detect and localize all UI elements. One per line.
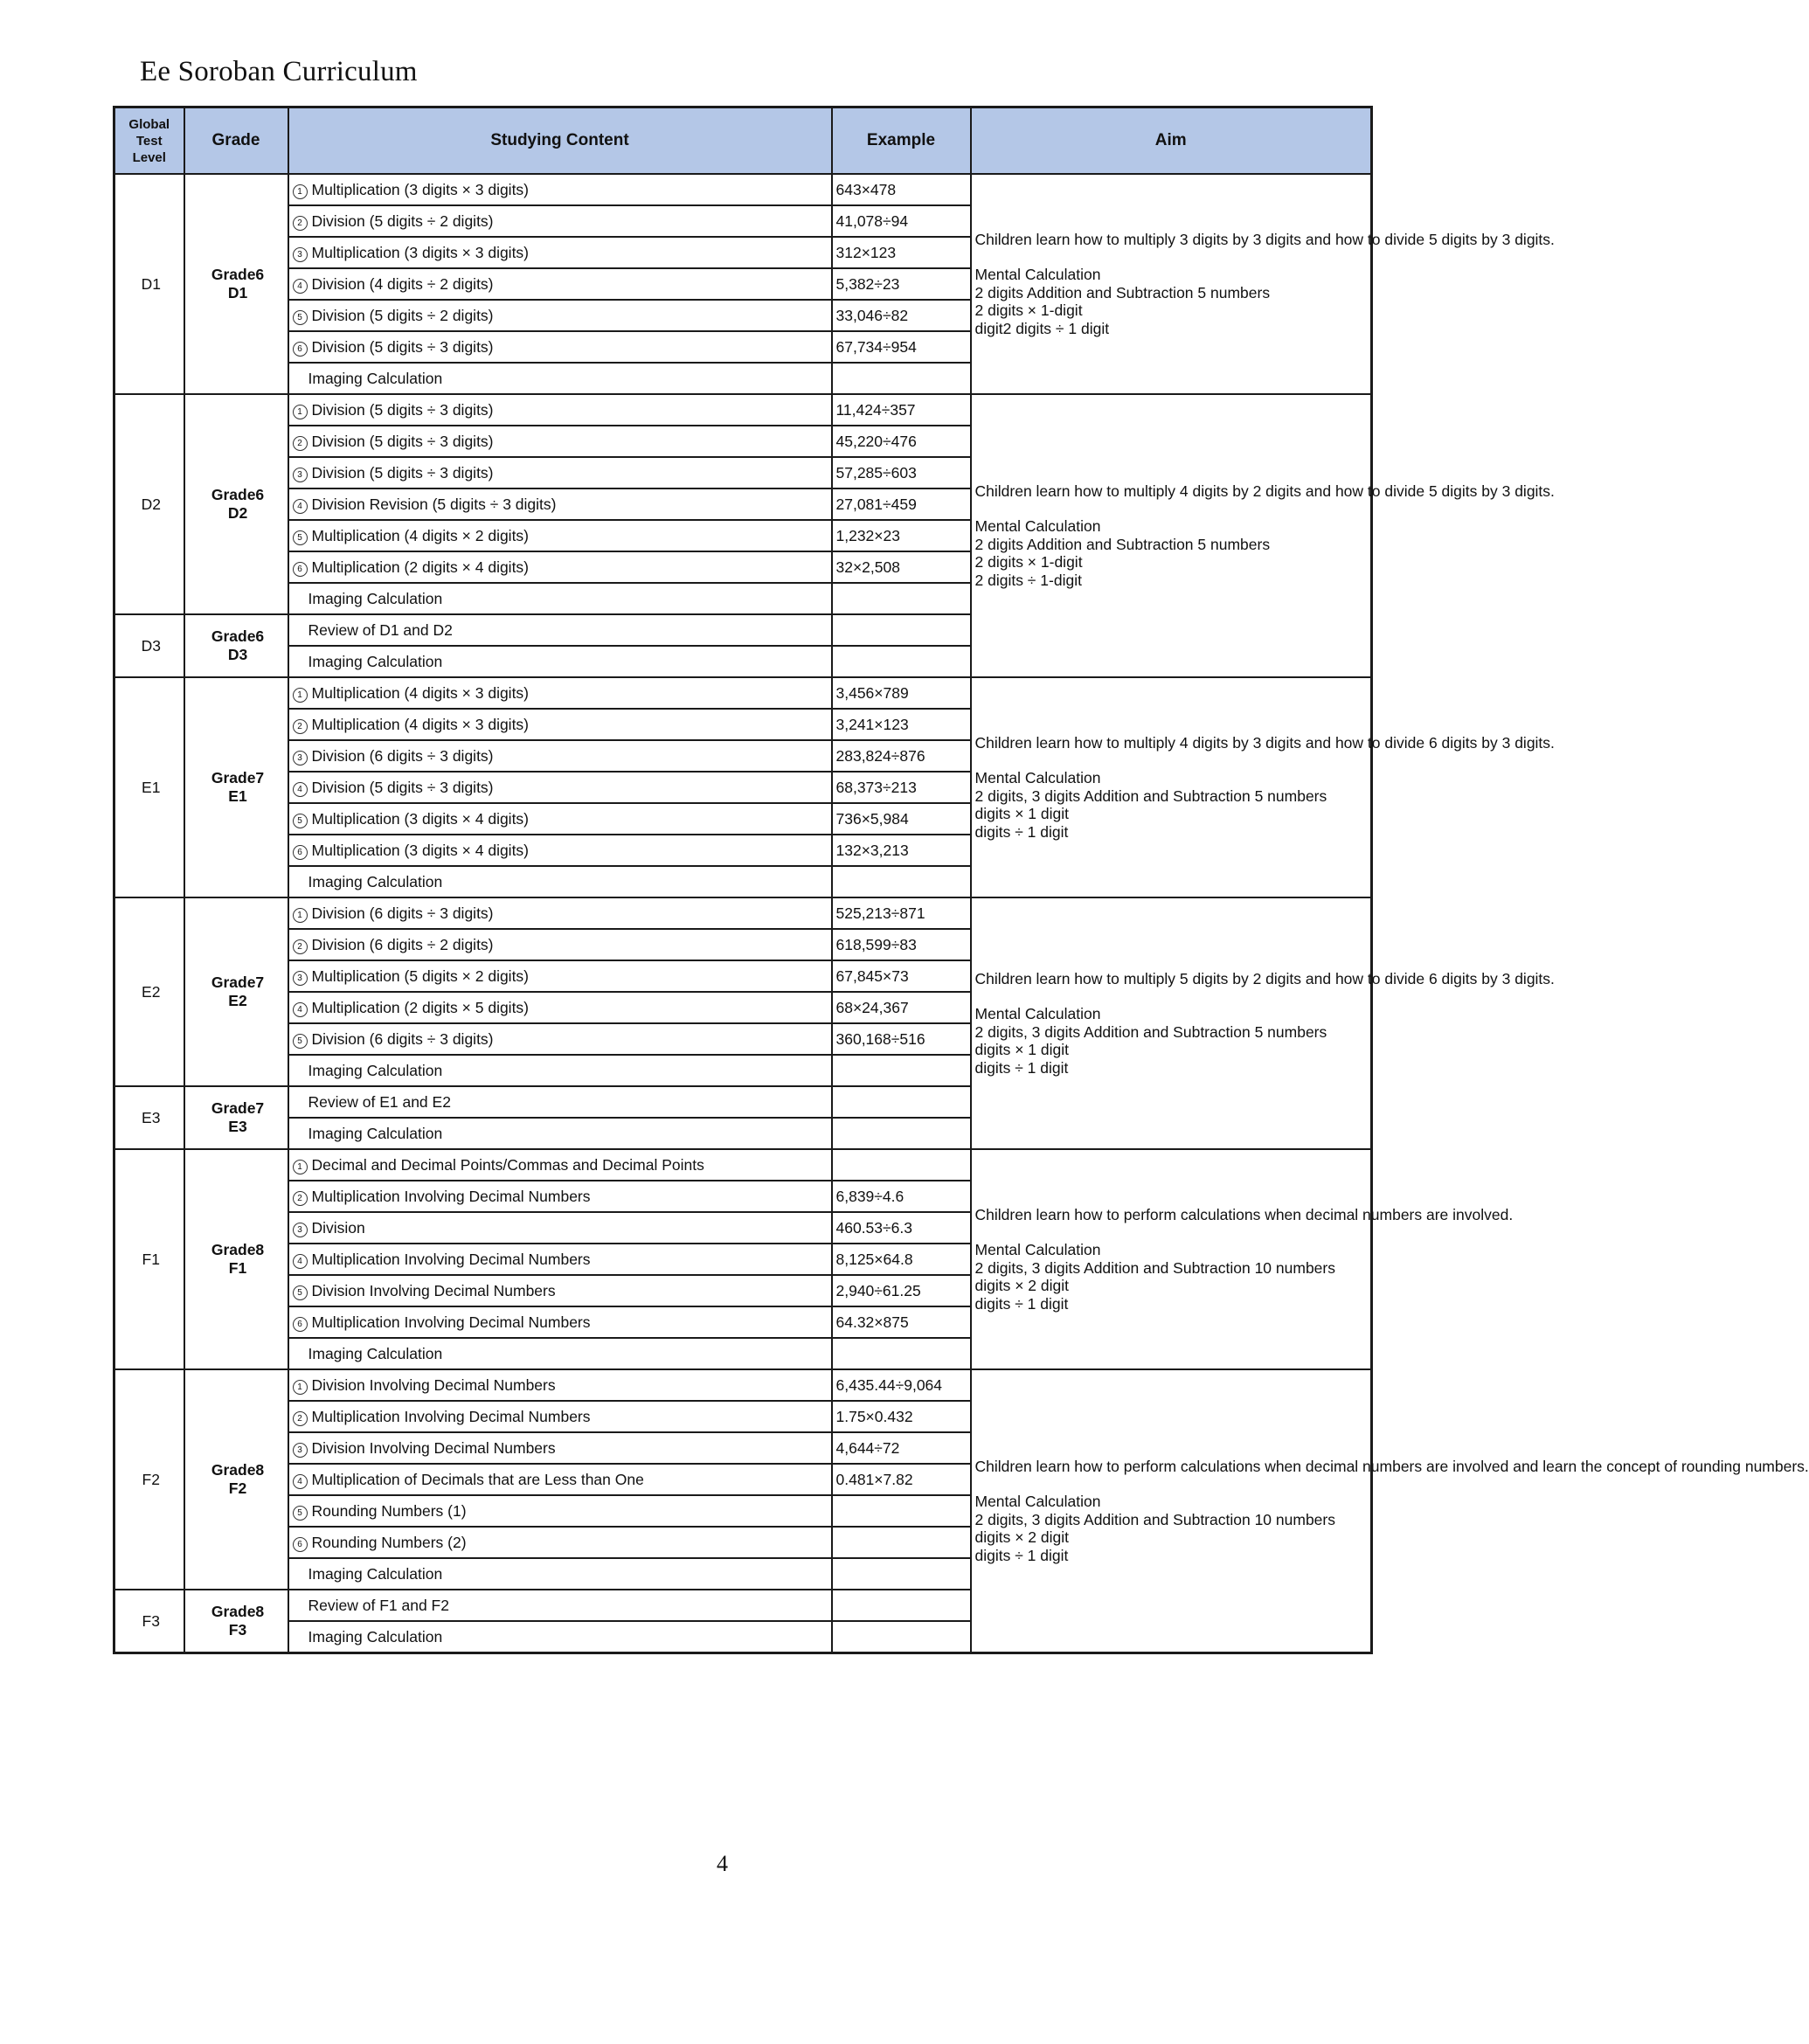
studying-content-cell [288, 551, 832, 583]
content-text: Rounding Numbers (2) [311, 1533, 467, 1551]
item-number-badge: 5 [293, 1034, 308, 1049]
aim-line: digits × 2 digit [974, 1528, 1069, 1547]
table-row [114, 394, 1372, 426]
studying-content-cell [288, 1212, 832, 1244]
header-example: Example [832, 107, 971, 175]
item-number-badge: 1 [293, 184, 308, 199]
item-number-badge: 5 [293, 310, 308, 325]
example-cell: 312×123 [832, 237, 971, 268]
studying-content-cell [288, 488, 832, 520]
curriculum-body [114, 174, 1809, 1653]
example-cell [832, 1590, 971, 1621]
aim-heading: Mental Calculation [974, 769, 1101, 787]
studying-content-cell [288, 1118, 832, 1149]
studying-content-cell [288, 1369, 832, 1401]
grade-cell [184, 614, 288, 677]
example-cell: 525,213÷871 [832, 897, 971, 929]
test-level-cell: E2 [114, 897, 184, 1086]
page-title: Ee Soroban Curriculum [140, 56, 418, 87]
item-number-badge: 2 [293, 719, 308, 734]
studying-content-cell [288, 1432, 832, 1464]
example-cell: 4,644÷72 [832, 1432, 971, 1464]
example-cell: 68×24,367 [832, 992, 971, 1023]
aim-line: digits × 1 digit [974, 805, 1069, 823]
grade-line: F3 [228, 1621, 247, 1639]
content-text: Multiplication Involving Decimal Numbers [311, 1187, 591, 1205]
content-text: Division (6 digits ÷ 2 digits) [311, 935, 494, 953]
content-text: Division Involving Decimal Numbers [311, 1281, 556, 1299]
grade-cell [184, 1590, 288, 1653]
studying-content-cell [288, 772, 832, 803]
grade-line: Grade7 [211, 973, 265, 991]
studying-content-cell [288, 1527, 832, 1558]
studying-content-cell [288, 803, 832, 835]
example-cell: 3,241×123 [832, 709, 971, 740]
grade-line: Grade6 [211, 266, 265, 283]
content-text: Multiplication Involving Decimal Numbers [311, 1250, 591, 1268]
studying-content-cell [288, 1590, 832, 1621]
grade-cell [184, 897, 288, 1086]
item-number-badge: 5 [293, 1506, 308, 1521]
test-level-cell: F3 [114, 1590, 184, 1653]
studying-content-cell [288, 1558, 832, 1590]
content-text: Multiplication (4 digits × 3 digits) [311, 683, 530, 702]
content-text: Multiplication (3 digits × 4 digits) [311, 809, 530, 828]
studying-content-cell [288, 237, 832, 268]
content-text: Multiplication (3 digits × 3 digits) [311, 243, 530, 261]
example-cell: 360,168÷516 [832, 1023, 971, 1055]
grade-line: F1 [228, 1259, 247, 1277]
content-text: Imaging Calculation [308, 589, 443, 607]
test-level-cell: E1 [114, 677, 184, 897]
studying-content-cell [288, 709, 832, 740]
content-text: Division (5 digits ÷ 2 digits) [311, 211, 494, 230]
grade-line: D3 [227, 646, 248, 663]
content-text: Imaging Calculation [308, 1627, 443, 1646]
page-number: 4 [717, 1851, 728, 1876]
item-number-badge: 4 [293, 782, 308, 797]
item-number-badge: 4 [293, 1002, 308, 1017]
content-text: Division (5 digits ÷ 3 digits) [311, 463, 494, 482]
aim-line: 2 digits, 3 digits Addition and Subtraction 5 numbers [974, 786, 1327, 805]
table-row [114, 677, 1372, 709]
aim-intro: Children learn how to multiply 4 digits by 3 digits and how to divide 6 digits by 3 digits. [974, 733, 1555, 752]
grade-line: Grade7 [211, 1099, 265, 1117]
example-cell [832, 1558, 971, 1590]
content-text: Division (5 digits ÷ 3 digits) [311, 432, 494, 450]
example-cell [832, 646, 971, 677]
grade-cell [184, 394, 288, 614]
item-number-badge: 2 [293, 1191, 308, 1206]
studying-content-cell [288, 1023, 832, 1055]
aim-cell [971, 1369, 1809, 1653]
example-cell: 57,285÷603 [832, 457, 971, 488]
aim-heading: Mental Calculation [974, 1241, 1101, 1259]
test-level-cell: F1 [114, 1149, 184, 1369]
content-text: Division (6 digits ÷ 3 digits) [311, 904, 494, 922]
item-number-badge: 3 [293, 1443, 308, 1458]
item-number-badge: 5 [293, 530, 308, 545]
aim-intro: Children learn how to multiply 4 digits by 2 digits and how to divide 5 digits by 3 digits. [974, 482, 1555, 500]
example-cell [832, 1055, 971, 1086]
studying-content-cell [288, 394, 832, 426]
studying-content-cell [288, 457, 832, 488]
example-cell: 1,232×23 [832, 520, 971, 551]
header-studying-content: Studying Content [288, 107, 832, 175]
content-text: Multiplication Involving Decimal Numbers [311, 1313, 591, 1331]
grade-cell [184, 677, 288, 897]
content-text: Division (6 digits ÷ 3 digits) [311, 746, 494, 765]
grade-line: Grade8 [211, 1603, 265, 1620]
item-number-badge: 4 [293, 279, 308, 294]
aim-cell [971, 174, 1555, 394]
aim-intro: Children learn how to perform calculations when decimal numbers are involved. [974, 1205, 1514, 1223]
content-text: Imaging Calculation [308, 1564, 443, 1583]
studying-content-cell [288, 960, 832, 992]
example-cell: 8,125×64.8 [832, 1244, 971, 1275]
example-cell [832, 1086, 971, 1118]
content-text: Imaging Calculation [308, 1061, 443, 1079]
item-number-badge: 2 [293, 216, 308, 231]
content-text: Multiplication (5 digits × 2 digits) [311, 967, 530, 985]
studying-content-cell [288, 1464, 832, 1495]
example-cell [832, 1527, 971, 1558]
test-level-cell: E3 [114, 1086, 184, 1149]
grade-line: E3 [228, 1118, 247, 1135]
aim-line: digits ÷ 1 digit [974, 1294, 1069, 1313]
item-number-badge: 5 [293, 1285, 308, 1300]
test-level-cell: D2 [114, 394, 184, 614]
studying-content-cell [288, 897, 832, 929]
grade-cell [184, 174, 288, 394]
item-number-badge: 3 [293, 971, 308, 986]
aim-line: 2 digits × 1-digit [974, 553, 1083, 572]
header-grade: Grade [184, 107, 288, 175]
aim-line: 2 digits Addition and Subtraction 5 numbers [974, 283, 1271, 301]
content-text: Division [311, 1218, 365, 1237]
studying-content-cell [288, 1244, 832, 1275]
example-cell [832, 1621, 971, 1653]
content-text: Division (5 digits ÷ 3 digits) [311, 778, 494, 796]
studying-content-cell [288, 866, 832, 897]
studying-content-cell [288, 583, 832, 614]
grade-line: Grade6 [211, 486, 265, 503]
item-number-badge: 6 [293, 1317, 308, 1332]
studying-content-cell [288, 1338, 832, 1369]
studying-content-cell [288, 646, 832, 677]
example-cell: 6,435.44÷9,064 [832, 1369, 971, 1401]
item-number-badge: 5 [293, 814, 308, 828]
content-text: Multiplication Involving Decimal Numbers [311, 1407, 591, 1425]
table-row [114, 174, 1372, 205]
aim-line: digits ÷ 1 digit [974, 1058, 1069, 1077]
header-global-test-level: Global Test Level [114, 107, 184, 175]
example-cell [832, 1149, 971, 1181]
studying-content-cell [288, 740, 832, 772]
aim-cell [971, 1149, 1514, 1369]
example-cell [832, 1495, 971, 1527]
aim-cell [971, 394, 1555, 677]
aim-intro: Children learn how to multiply 5 digits by 2 digits and how to divide 6 digits by 3 digits. [974, 969, 1555, 987]
item-number-badge: 1 [293, 688, 308, 703]
item-number-badge: 6 [293, 562, 308, 577]
aim-heading: Mental Calculation [974, 1493, 1101, 1511]
header-aim: Aim [971, 107, 1372, 175]
table-row [114, 1149, 1372, 1181]
aim-line: 2 digits, 3 digits Addition and Subtraction 10 numbers [974, 1258, 1335, 1277]
content-text: Imaging Calculation [308, 1344, 443, 1362]
example-cell: 132×3,213 [832, 835, 971, 866]
item-number-badge: 3 [293, 1223, 308, 1237]
example-cell [832, 1338, 971, 1369]
example-cell [832, 866, 971, 897]
example-cell [832, 583, 971, 614]
studying-content-cell [288, 1086, 832, 1118]
item-number-badge: 3 [293, 247, 308, 262]
aim-line: 2 digits, 3 digits Addition and Subtraction 10 numbers [974, 1510, 1335, 1528]
content-text: Multiplication (3 digits × 4 digits) [311, 841, 530, 859]
content-text: Imaging Calculation [308, 872, 443, 890]
studying-content-cell [288, 1306, 832, 1338]
grade-line: Grade7 [211, 769, 265, 786]
content-text: Review of E1 and E2 [308, 1092, 451, 1111]
content-text: Division (5 digits ÷ 2 digits) [311, 306, 494, 324]
example-cell: 0.481×7.82 [832, 1464, 971, 1495]
example-cell: 41,078÷94 [832, 205, 971, 237]
studying-content-cell [288, 205, 832, 237]
example-cell: 68,373÷213 [832, 772, 971, 803]
example-cell: 27,081÷459 [832, 488, 971, 520]
content-text: Division Revision (5 digits ÷ 3 digits) [311, 495, 557, 513]
aim-intro: Children learn how to multiply 3 digits by 3 digits and how to divide 5 digits by 3 digits. [974, 230, 1555, 248]
example-cell [832, 614, 971, 646]
curriculum-table [113, 106, 1809, 1654]
aim-heading: Mental Calculation [974, 266, 1101, 284]
content-text: Imaging Calculation [308, 1124, 443, 1142]
content-text: Division Involving Decimal Numbers [311, 1375, 556, 1394]
studying-content-cell [288, 300, 832, 331]
aim-line: 2 digits ÷ 1-digit [974, 571, 1082, 589]
aim-heading: Mental Calculation [974, 1005, 1101, 1023]
example-cell: 11,424÷357 [832, 394, 971, 426]
studying-content-cell [288, 331, 832, 363]
example-cell: 64.32×875 [832, 1306, 971, 1338]
example-cell: 32×2,508 [832, 551, 971, 583]
example-cell: 736×5,984 [832, 803, 971, 835]
table-header-row [114, 107, 1372, 175]
content-text: Imaging Calculation [308, 369, 443, 387]
aim-line: digit2 digits ÷ 1 digit [974, 319, 1110, 337]
item-number-badge: 1 [293, 405, 308, 419]
content-text: Review of D1 and D2 [308, 620, 453, 639]
content-text: Decimal and Decimal Points/Commas and Decimal Points [311, 1155, 704, 1174]
grade-line: E1 [228, 787, 247, 805]
content-text: Multiplication (4 digits × 2 digits) [311, 526, 530, 544]
studying-content-cell [288, 1401, 832, 1432]
example-cell: 67,845×73 [832, 960, 971, 992]
grade-cell [184, 1369, 288, 1590]
content-text: Division (4 digits ÷ 2 digits) [311, 274, 494, 293]
studying-content-cell [288, 1495, 832, 1527]
studying-content-cell [288, 1621, 832, 1653]
studying-content-cell [288, 1275, 832, 1306]
example-cell: 460.53÷6.3 [832, 1212, 971, 1244]
item-number-badge: 2 [293, 436, 308, 451]
example-cell: 1.75×0.432 [832, 1401, 971, 1432]
aim-cell [971, 677, 1555, 897]
example-cell [832, 363, 971, 394]
aim-cell [971, 897, 1555, 1149]
example-cell: 283,824÷876 [832, 740, 971, 772]
content-text: Multiplication (2 digits × 4 digits) [311, 558, 530, 576]
grade-cell [184, 1086, 288, 1149]
content-text: Review of F1 and F2 [308, 1596, 449, 1614]
item-number-badge: 6 [293, 342, 308, 357]
studying-content-cell [288, 363, 832, 394]
table-row [114, 1369, 1372, 1401]
content-text: Division (5 digits ÷ 3 digits) [311, 337, 494, 356]
grade-line: F2 [228, 1479, 247, 1497]
item-number-badge: 4 [293, 1254, 308, 1269]
content-text: Multiplication (3 digits × 3 digits) [311, 180, 530, 198]
item-number-badge: 6 [293, 845, 308, 860]
table-row [114, 897, 1372, 929]
content-text: Multiplication (4 digits × 3 digits) [311, 715, 530, 733]
item-number-badge: 1 [293, 908, 308, 923]
item-number-badge: 1 [293, 1380, 308, 1395]
aim-heading: Mental Calculation [974, 517, 1101, 536]
aim-line: 2 digits × 1-digit [974, 301, 1083, 320]
example-cell [832, 1118, 971, 1149]
item-number-badge: 3 [293, 468, 308, 482]
content-text: Division (6 digits ÷ 3 digits) [311, 1029, 494, 1048]
example-cell: 2,940÷61.25 [832, 1275, 971, 1306]
studying-content-cell [288, 268, 832, 300]
test-level-cell: D1 [114, 174, 184, 394]
content-text: Division (5 digits ÷ 3 digits) [311, 400, 494, 419]
aim-intro: Children learn how to perform calculations when decimal numbers are involved and learn the concept of rounding numbers. [974, 1457, 1809, 1475]
item-number-badge: 6 [293, 1537, 308, 1552]
example-cell: 6,839÷4.6 [832, 1181, 971, 1212]
content-text: Division Involving Decimal Numbers [311, 1438, 556, 1457]
item-number-badge: 4 [293, 499, 308, 514]
aim-line: 2 digits, 3 digits Addition and Subtraction 5 numbers [974, 1022, 1327, 1041]
content-text: Rounding Numbers (1) [311, 1501, 467, 1520]
grade-line: D2 [227, 504, 248, 522]
studying-content-cell [288, 1055, 832, 1086]
example-cell: 67,734÷954 [832, 331, 971, 363]
studying-content-cell [288, 1181, 832, 1212]
test-level-cell: F2 [114, 1369, 184, 1590]
example-cell: 45,220÷476 [832, 426, 971, 457]
item-number-badge: 1 [293, 1160, 308, 1174]
grade-line: D1 [227, 284, 248, 301]
item-number-badge: 2 [293, 939, 308, 954]
grade-line: Grade6 [211, 627, 265, 645]
aim-line: digits × 2 digit [974, 1277, 1069, 1295]
aim-line: 2 digits Addition and Subtraction 5 numbers [974, 535, 1271, 553]
item-number-badge: 2 [293, 1411, 308, 1426]
aim-line: digits × 1 digit [974, 1041, 1069, 1059]
studying-content-cell [288, 426, 832, 457]
aim-line: digits ÷ 1 digit [974, 822, 1069, 841]
content-text: Imaging Calculation [308, 652, 443, 670]
studying-content-cell [288, 520, 832, 551]
studying-content-cell [288, 174, 832, 205]
example-cell: 33,046÷82 [832, 300, 971, 331]
example-cell: 5,382÷23 [832, 268, 971, 300]
studying-content-cell [288, 992, 832, 1023]
grade-cell [184, 1149, 288, 1369]
studying-content-cell [288, 614, 832, 646]
item-number-badge: 4 [293, 1474, 308, 1489]
test-level-cell: D3 [114, 614, 184, 677]
example-cell: 618,599÷83 [832, 929, 971, 960]
item-number-badge: 3 [293, 751, 308, 766]
grade-line: E2 [228, 992, 247, 1009]
studying-content-cell [288, 1149, 832, 1181]
grade-line: Grade8 [211, 1241, 265, 1258]
studying-content-cell [288, 677, 832, 709]
content-text: Multiplication of Decimals that are Less than One [311, 1470, 644, 1488]
example-cell: 643×478 [832, 174, 971, 205]
example-cell: 3,456×789 [832, 677, 971, 709]
studying-content-cell [288, 835, 832, 866]
aim-line: digits ÷ 1 digit [974, 1546, 1069, 1564]
grade-line: Grade8 [211, 1461, 265, 1479]
studying-content-cell [288, 929, 832, 960]
content-text: Multiplication (2 digits × 5 digits) [311, 998, 530, 1016]
